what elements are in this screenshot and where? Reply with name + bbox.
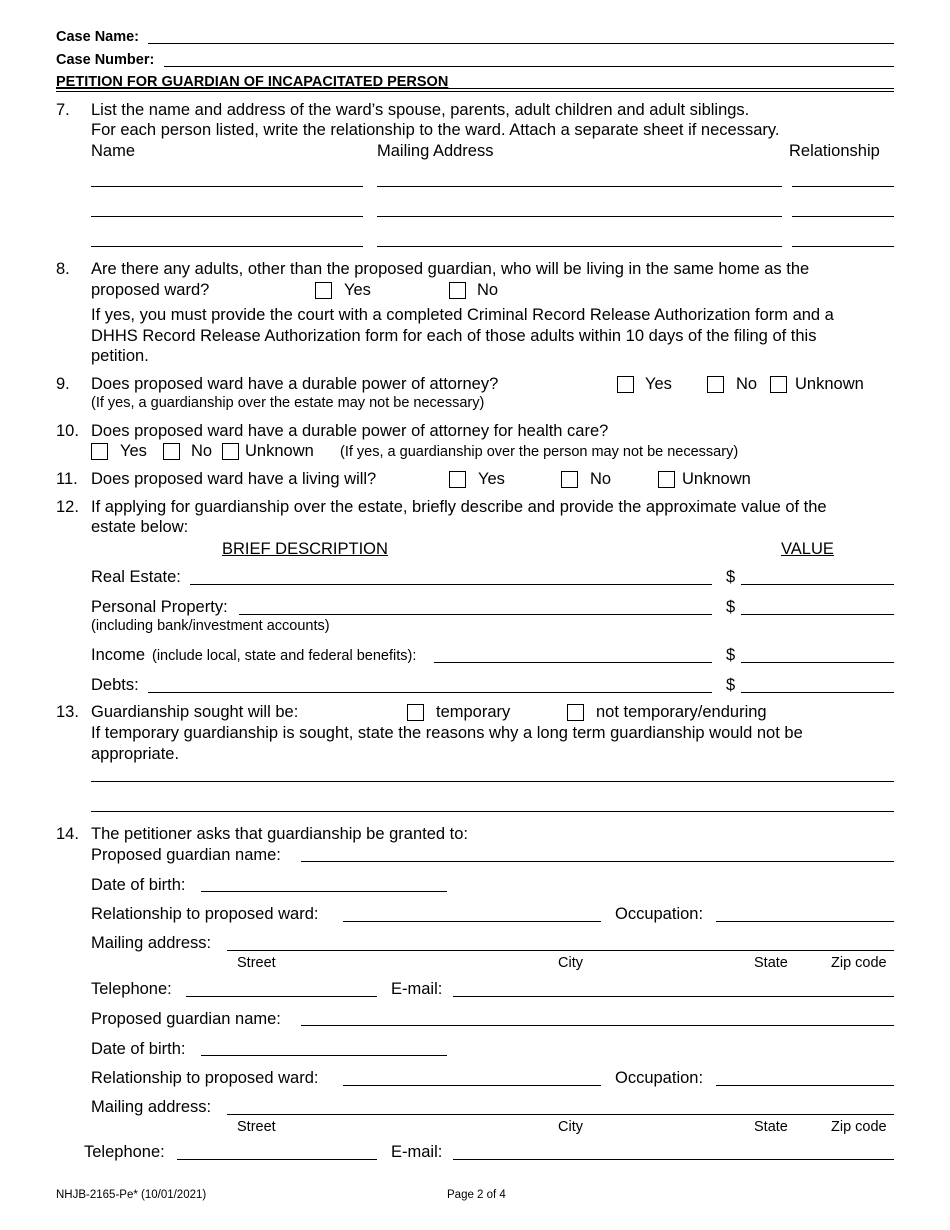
real-estate-dollar-sign: $ bbox=[726, 568, 736, 586]
q11-unknown-checkbox[interactable] bbox=[658, 471, 675, 488]
guardian1-relationship-field[interactable] bbox=[343, 921, 601, 922]
debts-dollar-sign: $ bbox=[726, 676, 736, 694]
q12-line1: If applying for guardianship over the estate, briefly describe and provide the approximate value of the bbox=[91, 498, 827, 516]
guardian2-email-field[interactable] bbox=[453, 1159, 894, 1160]
q8-note-line1: If yes, you must provide the court with a completed Criminal Record Release Authorization form and a bbox=[91, 306, 834, 324]
guardian1-city-caption: City bbox=[558, 955, 583, 971]
q9-yes-label: Yes bbox=[645, 375, 672, 393]
guardian1-zip-caption: Zip code bbox=[831, 955, 887, 971]
q11-number: 11. bbox=[56, 470, 78, 488]
q8-no-checkbox[interactable] bbox=[449, 282, 466, 299]
q8-note-line3: petition. bbox=[91, 347, 149, 365]
q8-no-label: No bbox=[477, 281, 499, 299]
guardian2-mailing-label: Mailing address: bbox=[91, 1098, 212, 1116]
q7-name-field-1[interactable] bbox=[91, 186, 363, 187]
debts-description-field[interactable] bbox=[148, 692, 712, 693]
guardian1-relationship-label: Relationship to proposed ward: bbox=[91, 905, 319, 923]
q9-yes-checkbox[interactable] bbox=[617, 376, 634, 393]
real-estate-label: Real Estate: bbox=[91, 568, 181, 586]
not-temporary-checkbox[interactable] bbox=[567, 704, 584, 721]
q7-col-address: Mailing Address bbox=[377, 142, 494, 160]
q9-text: Does proposed ward have a durable power of attorney? bbox=[91, 375, 499, 393]
q9-unknown-label: Unknown bbox=[795, 375, 864, 393]
guardian1-state-caption: State bbox=[754, 955, 788, 971]
income-label: Income bbox=[91, 646, 146, 664]
debts-value-field[interactable] bbox=[741, 692, 894, 693]
q11-no-checkbox[interactable] bbox=[561, 471, 578, 488]
q8-yes-label: Yes bbox=[344, 281, 371, 299]
q8-note-line2: DHHS Record Release Authorization form for each of those adults within 10 days of the filing of this bbox=[91, 327, 817, 345]
temporary-label: temporary bbox=[436, 703, 511, 721]
q8-line2: proposed ward? bbox=[91, 281, 210, 299]
guardian1-occupation-label: Occupation: bbox=[615, 905, 704, 923]
debts-label: Debts: bbox=[91, 676, 139, 694]
q7-line2: For each person listed, write the relationship to the ward. Attach a separate sheet if necessary. bbox=[91, 121, 780, 139]
guardian1-mailing-field[interactable] bbox=[227, 950, 894, 951]
q10-number: 10. bbox=[56, 422, 79, 440]
q8-line1: Are there any adults, other than the proposed guardian, who will be living in the same home as the bbox=[91, 260, 810, 278]
income-note: (include local, state and federal benefits): bbox=[152, 648, 417, 664]
q12-col-description: BRIEF DESCRIPTION bbox=[222, 540, 388, 558]
q7-name-field-3[interactable] bbox=[91, 246, 363, 247]
guardian2-telephone-label: Telephone: bbox=[84, 1143, 165, 1161]
not-temporary-label: not temporary/enduring bbox=[596, 703, 767, 721]
q8-number: 8. bbox=[56, 260, 70, 278]
personal-property-label: Personal Property: bbox=[91, 598, 228, 616]
q13-text: Guardianship sought will be: bbox=[91, 703, 299, 721]
footer-page-number: Page 2 of 4 bbox=[447, 1189, 506, 1201]
guardian1-dob-label: Date of birth: bbox=[91, 876, 186, 894]
guardian2-street-caption: Street bbox=[237, 1119, 276, 1135]
q10-unknown-checkbox[interactable] bbox=[222, 443, 239, 460]
guardian2-name-label: Proposed guardian name: bbox=[91, 1010, 281, 1028]
q10-unknown-label: Unknown bbox=[245, 442, 314, 460]
q9-note: (If yes, a guardianship over the estate may not be necessary) bbox=[91, 395, 485, 411]
q13-line2: If temporary guardianship is sought, state the reasons why a long term guardianship would not be bbox=[91, 724, 803, 742]
guardian2-occupation-field[interactable] bbox=[716, 1085, 894, 1086]
q14-text: The petitioner asks that guardianship be granted to: bbox=[91, 825, 468, 843]
guardian2-zip-caption: Zip code bbox=[831, 1119, 887, 1135]
q10-yes-label: Yes bbox=[120, 442, 147, 460]
guardian2-mailing-field[interactable] bbox=[227, 1114, 894, 1115]
real-estate-value-field[interactable] bbox=[741, 584, 894, 585]
personal-property-note: (including bank/investment accounts) bbox=[91, 618, 330, 634]
q9-number: 9. bbox=[56, 375, 70, 393]
q7-address-field-3[interactable] bbox=[377, 246, 782, 247]
guardian1-dob-field[interactable] bbox=[201, 891, 447, 892]
income-value-field[interactable] bbox=[741, 662, 894, 663]
q11-yes-label: Yes bbox=[478, 470, 505, 488]
q7-relationship-field-1[interactable] bbox=[792, 186, 894, 187]
q12-col-value: VALUE bbox=[781, 540, 834, 558]
q10-note: (If yes, a guardianship over the person may not be necessary) bbox=[340, 444, 739, 460]
personal-property-dollar-sign: $ bbox=[726, 598, 736, 616]
q13-reason-field-2[interactable] bbox=[91, 811, 894, 812]
guardian2-email-label: E-mail: bbox=[391, 1143, 443, 1161]
footer-form-id: NHJB-2165-Pe* (10/01/2021) bbox=[56, 1189, 207, 1201]
guardian1-name-field[interactable] bbox=[301, 861, 894, 862]
q7-col-name: Name bbox=[91, 142, 136, 160]
guardian2-occupation-label: Occupation: bbox=[615, 1069, 704, 1087]
q10-yes-checkbox[interactable] bbox=[91, 443, 108, 460]
q11-yes-checkbox[interactable] bbox=[449, 471, 466, 488]
guardian2-state-caption: State bbox=[754, 1119, 788, 1135]
guardian1-occupation-field[interactable] bbox=[716, 921, 894, 922]
guardian1-street-caption: Street bbox=[237, 955, 276, 971]
q7-relationship-field-3[interactable] bbox=[792, 246, 894, 247]
q11-text: Does proposed ward have a living will? bbox=[91, 470, 377, 488]
q10-no-label: No bbox=[191, 442, 213, 460]
q10-no-checkbox[interactable] bbox=[163, 443, 180, 460]
q13-number: 13. bbox=[56, 703, 79, 721]
guardian1-telephone-field[interactable] bbox=[186, 996, 377, 997]
q13-line3: appropriate. bbox=[91, 745, 180, 763]
guardian1-name-label: Proposed guardian name: bbox=[91, 846, 281, 864]
guardian2-name-field[interactable] bbox=[301, 1025, 894, 1026]
q13-reason-field-1[interactable] bbox=[91, 781, 894, 782]
guardian2-telephone-field[interactable] bbox=[177, 1159, 377, 1160]
personal-property-description-field[interactable] bbox=[239, 614, 712, 615]
guardian1-email-label: E-mail: bbox=[391, 980, 443, 998]
guardian2-dob-label: Date of birth: bbox=[91, 1040, 186, 1058]
q12-line2: estate below: bbox=[91, 518, 189, 536]
q7-address-field-2[interactable] bbox=[377, 216, 782, 217]
q10-text: Does proposed ward have a durable power of attorney for health care? bbox=[91, 422, 609, 440]
guardian2-relationship-field[interactable] bbox=[343, 1085, 601, 1086]
case-name-label: Case Name: bbox=[56, 29, 140, 45]
q7-line1: List the name and address of the ward’s spouse, parents, adult children and adult siblings. bbox=[91, 101, 750, 119]
temporary-checkbox[interactable] bbox=[407, 704, 424, 721]
guardian2-relationship-label: Relationship to proposed ward: bbox=[91, 1069, 319, 1087]
case-name-field[interactable] bbox=[148, 43, 894, 44]
q8-yes-checkbox[interactable] bbox=[315, 282, 332, 299]
form-title: PETITION FOR GUARDIAN OF INCAPACITATED PERSON bbox=[56, 74, 449, 90]
q9-no-checkbox[interactable] bbox=[707, 376, 724, 393]
q9-no-label: No bbox=[736, 375, 758, 393]
income-dollar-sign: $ bbox=[726, 646, 736, 664]
title-divider-2 bbox=[56, 91, 894, 92]
guardian1-email-field[interactable] bbox=[453, 996, 894, 997]
q7-address-field-1[interactable] bbox=[377, 186, 782, 187]
real-estate-description-field[interactable] bbox=[190, 584, 712, 585]
case-number-label: Case Number: bbox=[56, 52, 155, 68]
q11-no-label: No bbox=[590, 470, 612, 488]
case-number-field[interactable] bbox=[164, 66, 894, 67]
q7-relationship-field-2[interactable] bbox=[792, 216, 894, 217]
q14-number: 14. bbox=[56, 825, 79, 843]
title-divider bbox=[56, 88, 894, 89]
q7-name-field-2[interactable] bbox=[91, 216, 363, 217]
guardian2-city-caption: City bbox=[558, 1119, 583, 1135]
q11-unknown-label: Unknown bbox=[682, 470, 751, 488]
q7-number: 7. bbox=[56, 101, 70, 119]
q12-number: 12. bbox=[56, 498, 79, 516]
q7-col-relationship: Relationship bbox=[789, 142, 880, 160]
guardian1-telephone-label: Telephone: bbox=[91, 980, 172, 998]
guardian2-dob-field[interactable] bbox=[201, 1055, 447, 1056]
q9-unknown-checkbox[interactable] bbox=[770, 376, 787, 393]
personal-property-value-field[interactable] bbox=[741, 614, 894, 615]
income-description-field[interactable] bbox=[434, 662, 712, 663]
guardian1-mailing-label: Mailing address: bbox=[91, 934, 212, 952]
